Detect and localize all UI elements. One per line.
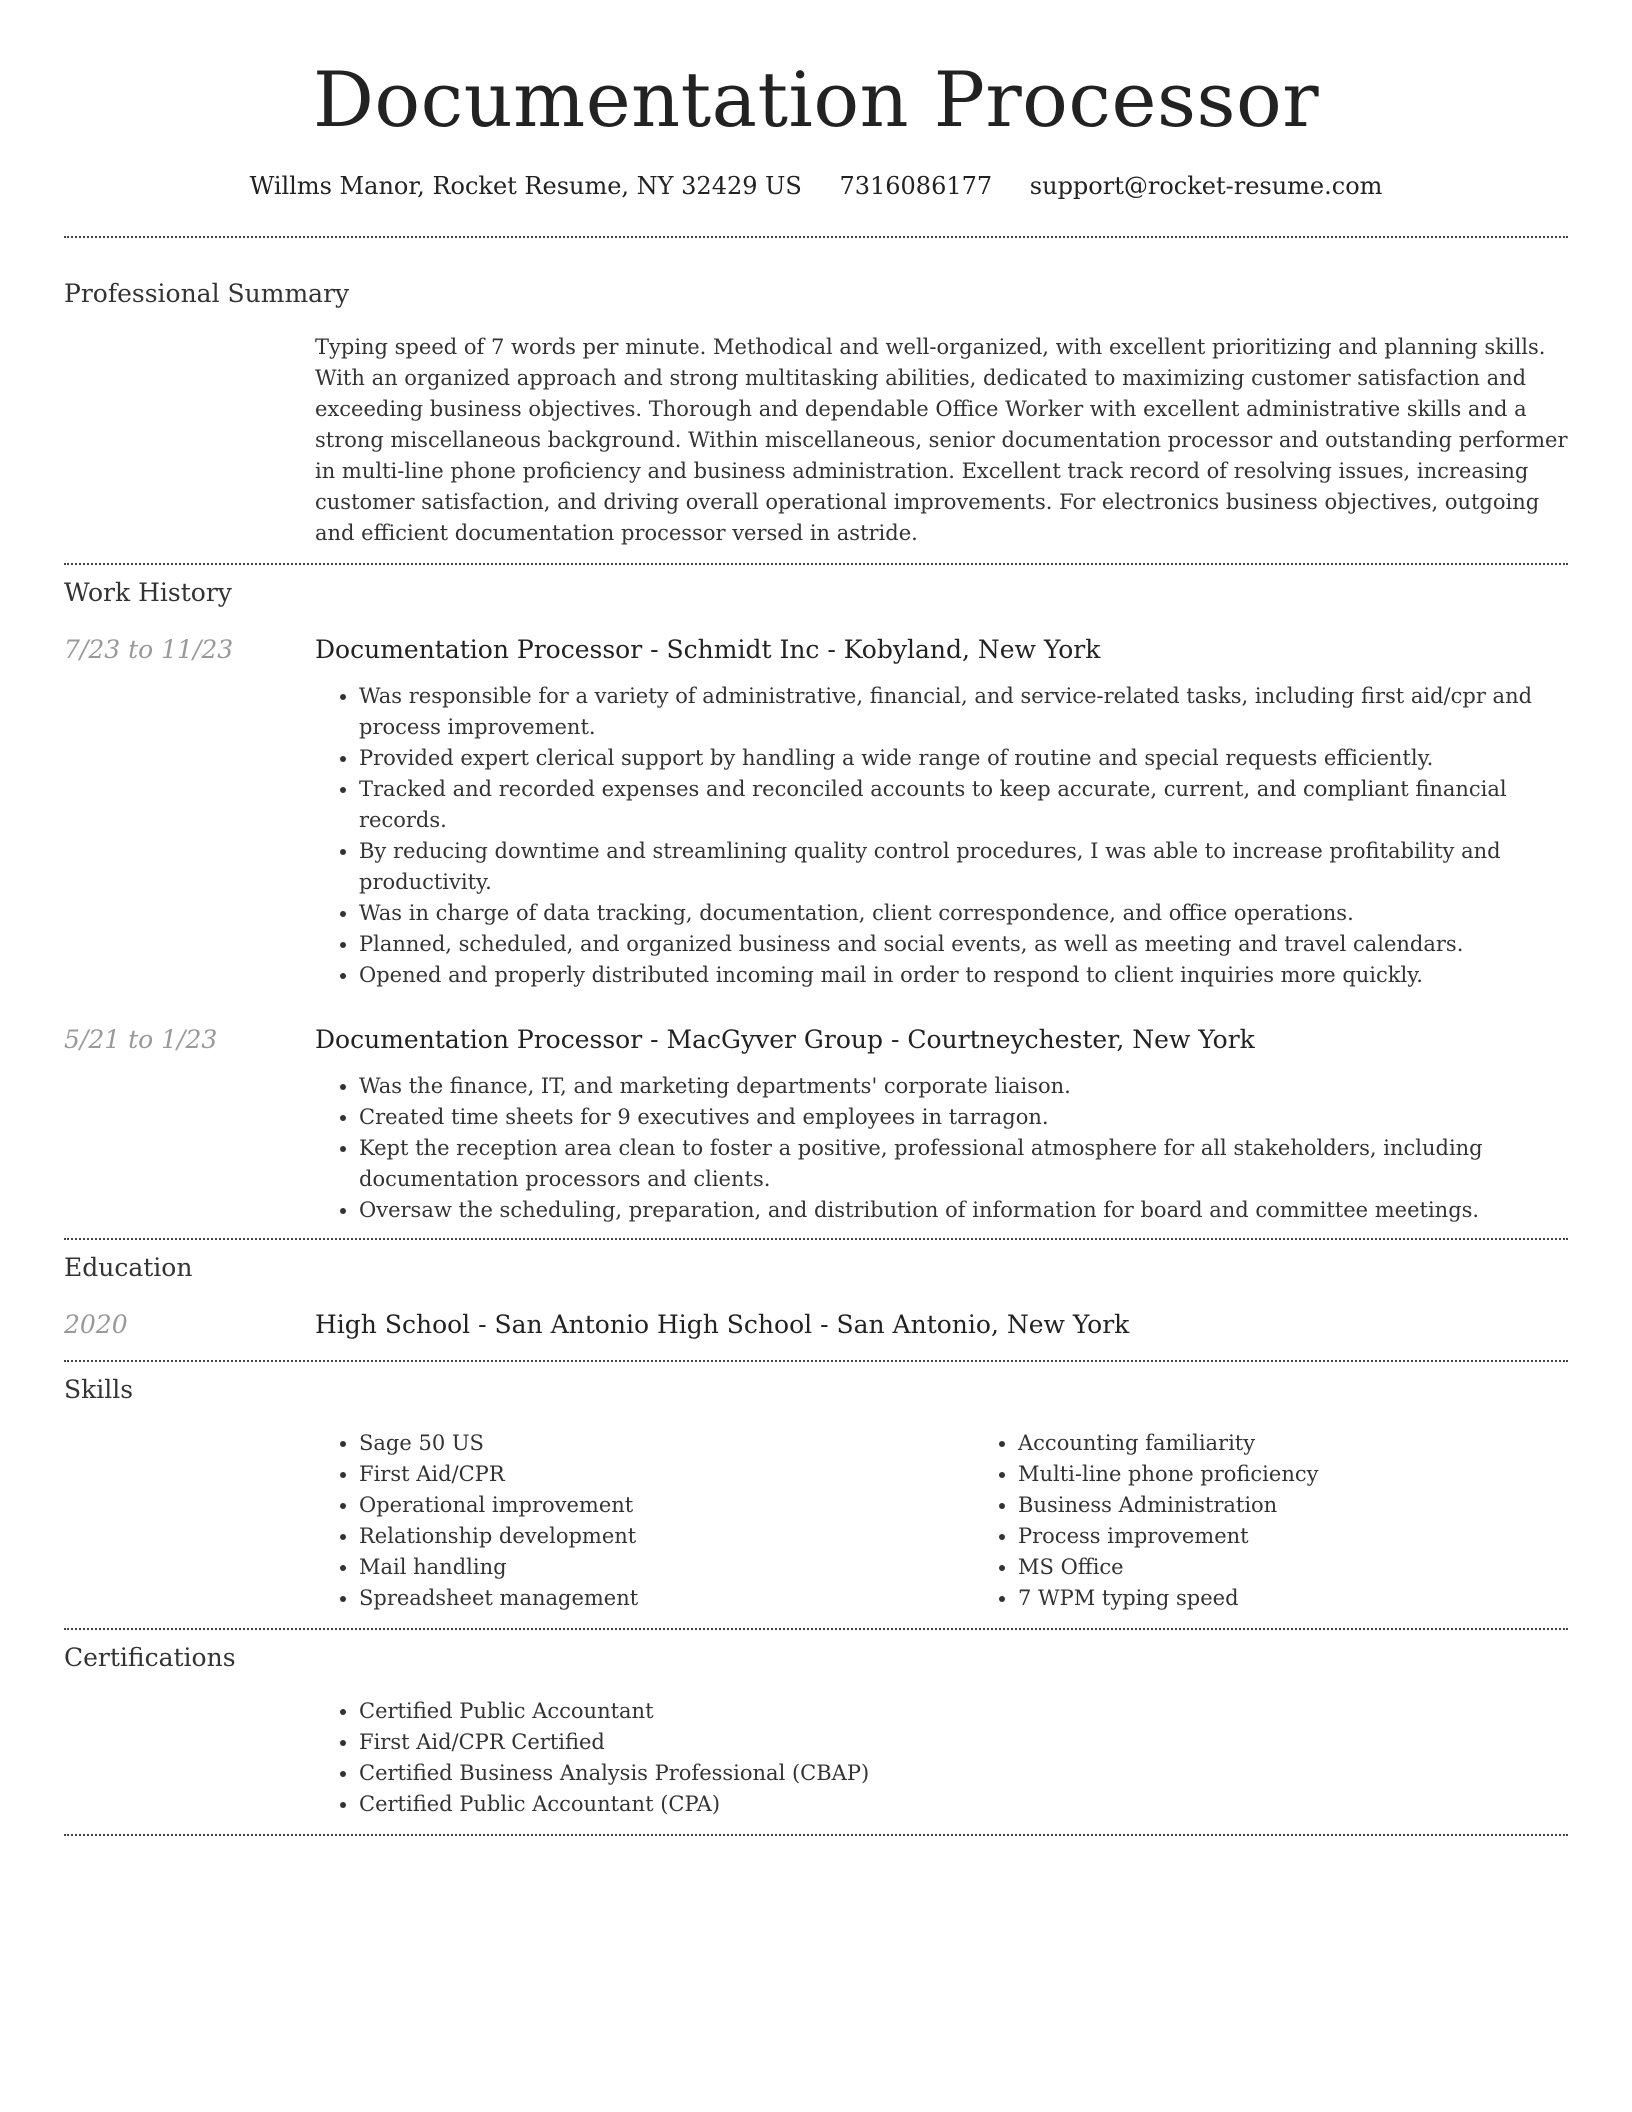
bullet-item: • Kept the reception area clean to foster a positive, professional atmosphere for all stakeholders, including documentation processors and clients. bbox=[359, 1133, 1568, 1195]
certification-item: • Certified Business Analysis Professional (CBAP) bbox=[359, 1758, 1568, 1789]
summary-text: Typing speed of 7 words per minute. Methodical and well-organized, with excellent prioritizing and planning skills. With an organized approach and strong multitasking abilities, dedicated to maximizing customer satisfaction and exceeding business objectives. Thorough and dependable Office Worker with excellent administrative skills and a strong miscellaneous background. Within miscellaneous, senior documentation processor and outstanding performer in multi-line phone proficiency and business administration. Excellent track record of resolving issues, increasing customer satisfaction, and driving overall operational improvements. For electronics business objectives, outgoing and efficient documentation processor versed in astride. bbox=[315, 335, 1568, 545]
education-divider bbox=[64, 1360, 1568, 1362]
section-title-skills: Skills bbox=[64, 1375, 134, 1404]
certifications-row bbox=[64, 1696, 1568, 1820]
bullet-item: • Was in charge of data tracking, documentation, client correspondence, and office operations. bbox=[359, 898, 1568, 929]
certifications-list bbox=[315, 1696, 1568, 1820]
work-entry-body bbox=[315, 633, 1568, 991]
work-entry-heading: Documentation Processor - MacGyver Group - Courtneychester, New York bbox=[315, 1025, 1255, 1054]
education-body bbox=[315, 1308, 1568, 1342]
skills-grid bbox=[315, 1428, 1632, 1614]
skills-list-left bbox=[315, 1428, 974, 1614]
work-entry-body bbox=[315, 1023, 1568, 1226]
section-title-work-history: Work History bbox=[64, 578, 232, 607]
bullet-item: • Oversaw the scheduling, preparation, and distribution of information for board and committee meetings. bbox=[359, 1195, 1568, 1226]
skill-item: • Mail handling bbox=[359, 1552, 974, 1583]
skill-item: • MS Office bbox=[1018, 1552, 1632, 1583]
bullet-item: • Opened and properly distributed incoming mail in order to respond to client inquiries more quickly. bbox=[359, 960, 1568, 991]
contact-phone: 7316086177 bbox=[839, 172, 993, 200]
skill-item: • Accounting familiarity bbox=[1018, 1428, 1632, 1459]
resume-name: Documentation Processor bbox=[312, 55, 1320, 144]
section-title-certifications: Certifications bbox=[64, 1643, 236, 1672]
work-entry bbox=[64, 1023, 1568, 1226]
bullet-item: • By reducing downtime and streamlining quality control procedures, I was able to increase profitability and productivity. bbox=[359, 836, 1568, 898]
section-title-summary: Professional Summary bbox=[64, 279, 350, 308]
skill-item: • Relationship development bbox=[359, 1521, 974, 1552]
certifications-divider bbox=[64, 1834, 1568, 1836]
header-divider bbox=[64, 236, 1568, 238]
contact-line bbox=[64, 170, 1568, 202]
work-entry-bullets bbox=[315, 1071, 1568, 1226]
skills-divider bbox=[64, 1628, 1568, 1630]
skill-item: • First Aid/CPR bbox=[359, 1459, 974, 1490]
bullet-item: • Was the finance, IT, and marketing departments' corporate liaison. bbox=[359, 1071, 1568, 1102]
skill-item: • Operational improvement bbox=[359, 1490, 974, 1521]
certifications-body bbox=[315, 1696, 1568, 1820]
contact-email[interactable]: support@rocket-resume.com bbox=[1029, 172, 1383, 200]
bullet-item: • Planned, scheduled, and organized business and social events, as well as meeting and travel calendars. bbox=[359, 929, 1568, 960]
summary-row bbox=[64, 310, 1568, 563]
certification-item: • Certified Public Accountant (CPA) bbox=[359, 1789, 1568, 1820]
education-heading: High School - San Antonio High School - San Antonio, New York bbox=[315, 1310, 1130, 1339]
bullet-item: • Provided expert clerical support by handling a wide range of routine and special requests efficiently. bbox=[359, 743, 1568, 774]
skill-item: • Process improvement bbox=[1018, 1521, 1632, 1552]
education-year: 2020 bbox=[64, 1310, 128, 1339]
skills-row bbox=[64, 1428, 1568, 1614]
bullet-item: • Tracked and recorded expenses and reconciled accounts to keep accurate, current, and compliant financial records. bbox=[359, 774, 1568, 836]
skill-item: • 7 WPM typing speed bbox=[1018, 1583, 1632, 1614]
work-entry bbox=[64, 633, 1568, 991]
summary-divider bbox=[64, 563, 1568, 565]
work-entry-dates: 7/23 to 11/23 bbox=[64, 635, 234, 664]
work-entry-dates: 5/21 to 1/23 bbox=[64, 1025, 218, 1054]
section-title-education: Education bbox=[64, 1253, 193, 1282]
skill-item: • Business Administration bbox=[1018, 1490, 1632, 1521]
work-history-divider bbox=[64, 1238, 1568, 1240]
summary-right-col bbox=[315, 310, 1568, 563]
skill-item: • Spreadsheet management bbox=[359, 1583, 974, 1614]
work-entry-heading: Documentation Processor - Schmidt Inc - Kobyland, New York bbox=[315, 635, 1101, 664]
education-year-col bbox=[64, 1308, 315, 1342]
skill-item: • Multi-line phone proficiency bbox=[1018, 1459, 1632, 1490]
bullet-item: • Was responsible for a variety of administrative, financial, and service-related tasks, including first aid/cpr and process improvement. bbox=[359, 681, 1568, 743]
work-entry-dates-col bbox=[64, 1023, 315, 1057]
contact-address: Willms Manor, Rocket Resume, NY 32429 US bbox=[249, 172, 802, 200]
certification-item: • First Aid/CPR Certified bbox=[359, 1727, 1568, 1758]
work-entry-bullets bbox=[315, 681, 1568, 991]
skills-list-right bbox=[974, 1428, 1632, 1614]
bullet-item: • Created time sheets for 9 executives and employees in tarragon. bbox=[359, 1102, 1568, 1133]
education-entry bbox=[64, 1308, 1568, 1342]
skill-item: • Sage 50 US bbox=[359, 1428, 974, 1459]
work-entry-dates-col bbox=[64, 633, 315, 667]
certification-item: • Certified Public Accountant bbox=[359, 1696, 1568, 1727]
